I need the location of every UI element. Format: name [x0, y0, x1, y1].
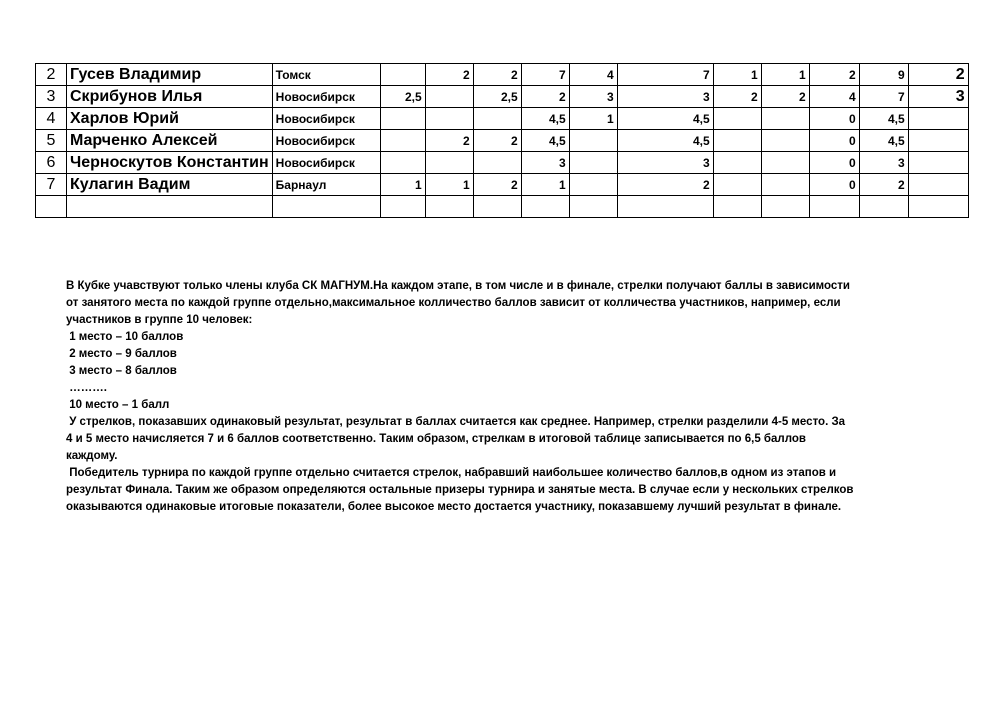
shooter-name: Скрибунов Илья: [67, 86, 273, 108]
table-row: [36, 64, 969, 86]
score-cell: 2: [473, 64, 521, 86]
table-row: [36, 130, 969, 152]
score-cell: 3: [521, 152, 569, 174]
shooter-city: Новосибирск: [272, 86, 380, 108]
score-cell: 3: [859, 152, 908, 174]
score-cell: [859, 196, 908, 218]
final-place: [908, 174, 968, 196]
score-cell: 7: [617, 64, 713, 86]
score-cell: 4,5: [617, 130, 713, 152]
shooter-city: [272, 196, 380, 218]
shooter-name: Кулагин Вадим: [67, 174, 273, 196]
notes-line: оказываются одинаковые итоговые показатели, более высокое место достается участнику, показавшему лучший результат в финале.: [66, 501, 842, 513]
notes-line: ……….: [66, 382, 107, 394]
table-row: [36, 174, 969, 196]
score-cell: 1: [569, 108, 617, 130]
notes-line: результат Финала. Таким же образом определяются остальные призеры турнира и занятые места. В случае если у нескольких стрелков: [66, 484, 854, 496]
score-cell: [521, 196, 569, 218]
score-cell: [380, 196, 425, 218]
score-cell: 3: [569, 86, 617, 108]
score-cell: [761, 130, 809, 152]
row-number: 2: [36, 64, 67, 86]
score-cell: 2: [617, 174, 713, 196]
notes-line: 4 и 5 место начисляется 7 и 6 баллов соответственно. Таким образом, стрелкам в итоговой таблице записывается по 6,5 баллов: [66, 433, 806, 445]
score-cell: 2: [425, 130, 473, 152]
table-row: [36, 152, 969, 174]
table-row: [36, 86, 969, 108]
score-cell: 0: [809, 152, 859, 174]
score-cell: [380, 152, 425, 174]
score-cell: 2: [809, 64, 859, 86]
notes-line: Победитель турнира по каждой группе отдельно считается стрелок, набравший наибольшее количество баллов,в одном из этапов и: [66, 467, 837, 479]
score-cell: [569, 174, 617, 196]
row-number: 5: [36, 130, 67, 152]
notes-line: от занятого места по каждой группе отдельно,максимальное колличество баллов зависит от колличества участников, например, если: [66, 297, 841, 309]
rules-notes: [66, 278, 866, 516]
score-cell: [761, 108, 809, 130]
score-cell: 4,5: [859, 130, 908, 152]
row-number: 4: [36, 108, 67, 130]
score-cell: [713, 174, 761, 196]
score-cell: [809, 196, 859, 218]
score-cell: 1: [761, 64, 809, 86]
score-cell: 2: [713, 86, 761, 108]
score-cell: 2: [425, 64, 473, 86]
notes-line: 1 место – 10 баллов: [66, 331, 184, 343]
shooter-city: Новосибирск: [272, 152, 380, 174]
score-cell: [617, 196, 713, 218]
score-cell: 2: [521, 86, 569, 108]
score-cell: 4,5: [859, 108, 908, 130]
score-cell: [761, 174, 809, 196]
results-table-body: [36, 64, 969, 218]
score-cell: 7: [521, 64, 569, 86]
score-cell: 0: [809, 108, 859, 130]
score-cell: 2: [761, 86, 809, 108]
score-cell: [713, 130, 761, 152]
final-place: [908, 196, 968, 218]
score-cell: [713, 152, 761, 174]
notes-line: У стрелков, показавших одинаковый результат, результат в баллах считается как среднее. Например, стрелки разделили 4-5 место. За: [66, 416, 846, 428]
score-cell: 4,5: [521, 108, 569, 130]
score-cell: 1: [380, 174, 425, 196]
score-cell: 4,5: [617, 108, 713, 130]
score-cell: [713, 196, 761, 218]
results-table: [35, 63, 969, 218]
score-cell: [425, 152, 473, 174]
score-cell: 4,5: [521, 130, 569, 152]
score-cell: 1: [713, 64, 761, 86]
score-cell: 2: [473, 130, 521, 152]
score-cell: 3: [617, 86, 713, 108]
table-row: [36, 108, 969, 130]
notes-line: 2 место – 9 баллов: [66, 348, 177, 360]
final-place: [908, 152, 968, 174]
score-cell: 9: [859, 64, 908, 86]
score-cell: 0: [809, 130, 859, 152]
final-place: [908, 130, 968, 152]
score-cell: 4: [569, 64, 617, 86]
score-cell: 2,5: [380, 86, 425, 108]
shooter-name: [67, 196, 273, 218]
final-place: [908, 108, 968, 130]
row-number: 3: [36, 86, 67, 108]
shooter-name: Марченко Алексей: [67, 130, 273, 152]
final-place: 3: [908, 86, 968, 108]
score-cell: 4: [809, 86, 859, 108]
score-cell: 1: [425, 174, 473, 196]
score-cell: 2,5: [473, 86, 521, 108]
score-cell: [380, 108, 425, 130]
notes-line: каждому.: [66, 450, 118, 462]
score-cell: [473, 196, 521, 218]
score-cell: [761, 196, 809, 218]
score-cell: [425, 86, 473, 108]
score-cell: [761, 152, 809, 174]
row-number: 7: [36, 174, 67, 196]
final-place: 2: [908, 64, 968, 86]
score-cell: 7: [859, 86, 908, 108]
notes-line: 3 место – 8 баллов: [66, 365, 177, 377]
score-cell: 2: [473, 174, 521, 196]
row-number: 6: [36, 152, 67, 174]
score-cell: [569, 196, 617, 218]
score-cell: 2: [859, 174, 908, 196]
score-cell: [380, 130, 425, 152]
score-cell: 0: [809, 174, 859, 196]
score-cell: [473, 152, 521, 174]
shooter-name: Черноскутов Константин: [67, 152, 273, 174]
score-cell: [380, 64, 425, 86]
shooter-name: Гусев Владимир: [67, 64, 273, 86]
score-cell: [569, 130, 617, 152]
notes-line: 10 место – 1 балл: [66, 399, 170, 411]
shooter-city: Томск: [272, 64, 380, 86]
row-number: [36, 196, 67, 218]
shooter-city: Новосибирск: [272, 130, 380, 152]
shooter-city: Барнаул: [272, 174, 380, 196]
score-cell: [425, 196, 473, 218]
score-cell: [569, 152, 617, 174]
score-cell: 1: [521, 174, 569, 196]
table-row: [36, 196, 969, 218]
shooter-city: Новосибирск: [272, 108, 380, 130]
score-cell: [425, 108, 473, 130]
notes-line: участников в группе 10 человек:: [66, 314, 253, 326]
score-cell: [713, 108, 761, 130]
notes-line: В Кубке учавствуют только члены клуба СК МАГНУМ.На каждом этапе, в том числе и в финале, стрелки получают баллы в зависимости: [66, 280, 850, 292]
score-cell: [473, 108, 521, 130]
shooter-name: Харлов Юрий: [67, 108, 273, 130]
score-cell: 3: [617, 152, 713, 174]
